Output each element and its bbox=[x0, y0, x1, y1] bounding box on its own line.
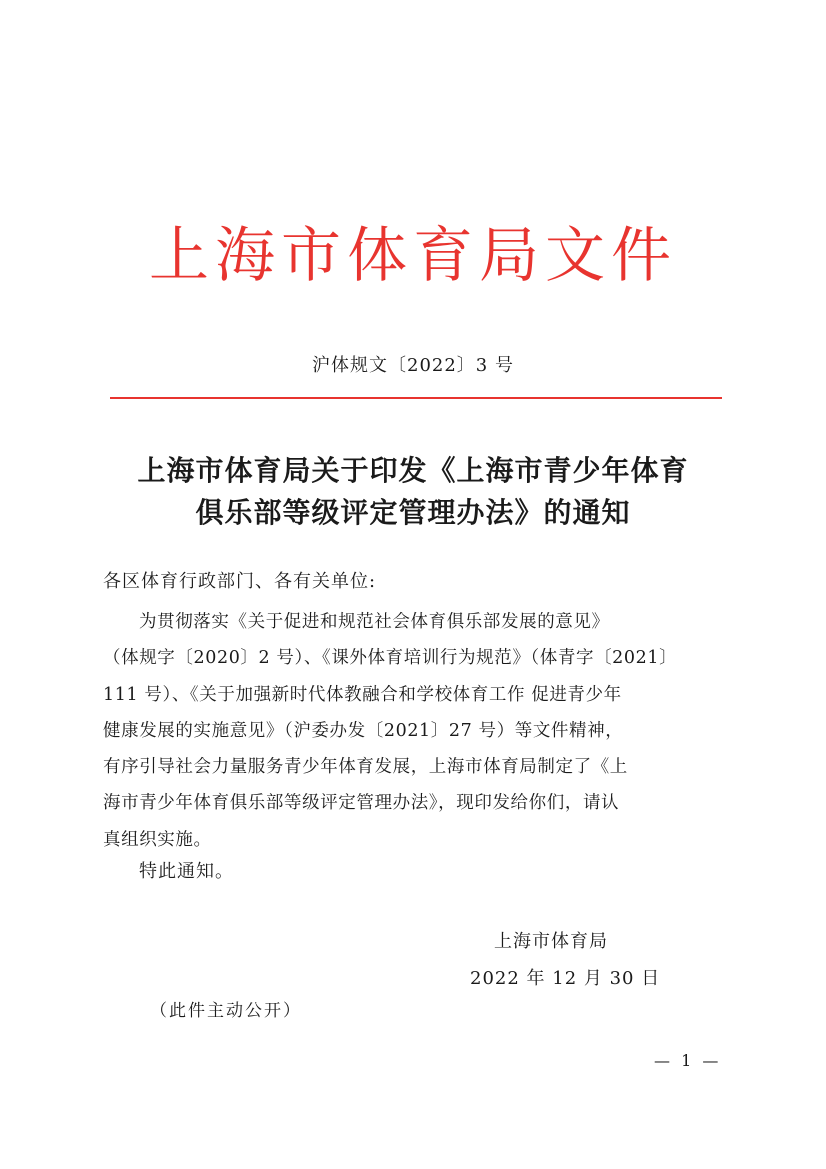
issue-date: 2022 年 12 月 30 日 bbox=[470, 968, 661, 989]
notice-title bbox=[0, 450, 826, 534]
body-line: 111 号）、《关于加强新时代体教融合和学校体育工作 促进青少年 bbox=[103, 684, 622, 705]
body-line: 有序引导社会力量服务青少年体育发展，上海市体育局制定了《上 bbox=[103, 757, 628, 778]
notice-title-line-1: 上海市体育局关于印发《上海市青少年体育 bbox=[137, 454, 689, 487]
body-line: （体规字〔2020〕2 号）、《课外体育培训行为规范》（体青字〔2021〕 bbox=[103, 648, 678, 669]
document-number: 沪体规文〔2022〕3 号 bbox=[312, 355, 514, 376]
masthead-title: 上海市体育局文件 bbox=[149, 221, 677, 291]
body-line: 海市青少年体育俱乐部等级评定管理办法》，现印发给你们，请认 bbox=[103, 793, 620, 814]
disclosure-note: （此件主动公开） bbox=[150, 1001, 302, 1021]
body-line: 为贯彻落实《关于促进和规范社会体育俱乐部发展的意见》 bbox=[139, 612, 610, 632]
body-line: 真组织实施。 bbox=[103, 829, 212, 850]
page-number: — 1 — bbox=[654, 1051, 722, 1070]
body-line: 健康发展的实施意见》（沪委办发〔2021〕27 号）等文件精神， bbox=[103, 720, 624, 741]
notice-title-line-2: 俱乐部等级评定管理办法》的通知 bbox=[195, 496, 631, 529]
issuer-signature: 上海市体育局 bbox=[494, 931, 608, 952]
salutation: 各区体育行政部门、各有关单位: bbox=[103, 571, 377, 592]
closing-remark: 特此通知。 bbox=[139, 861, 234, 882]
red-divider-line bbox=[110, 397, 722, 399]
body-paragraph bbox=[103, 604, 725, 858]
